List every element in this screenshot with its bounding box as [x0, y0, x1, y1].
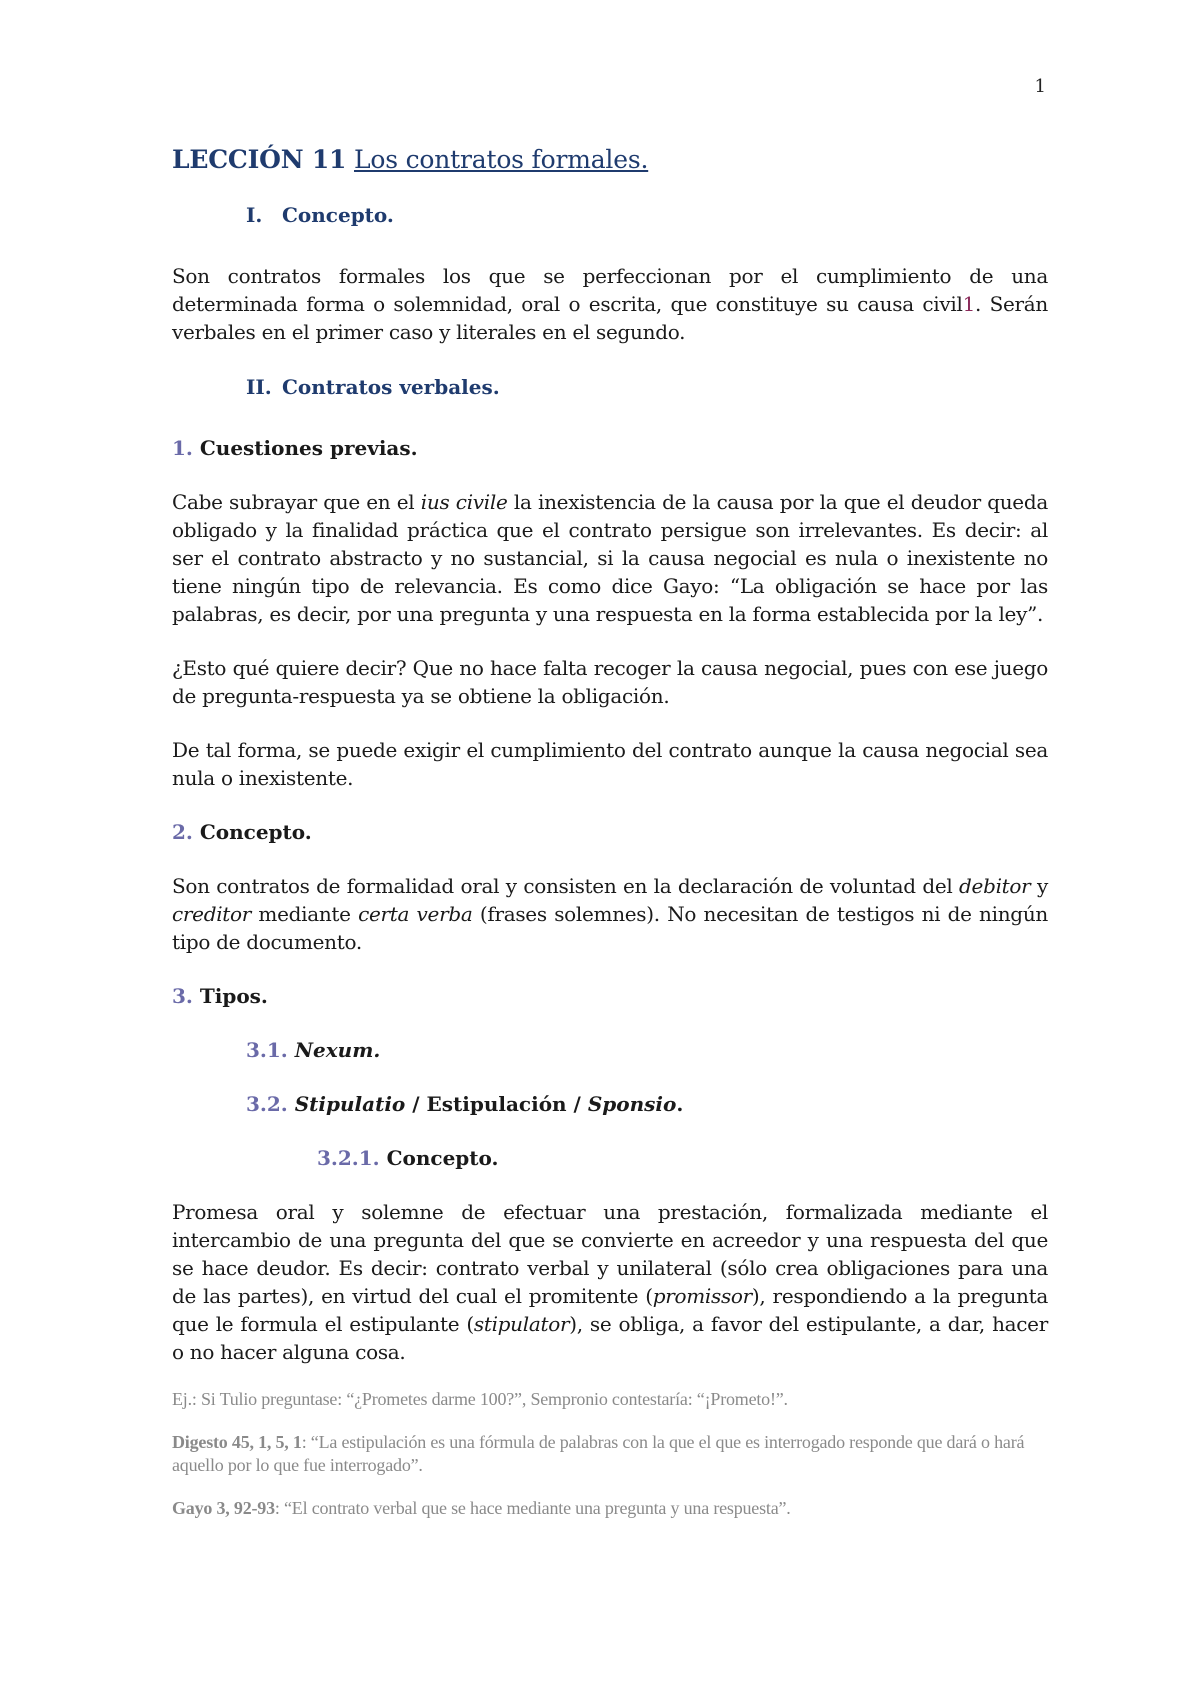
- lesson-topic: Los contratos formales.: [354, 145, 649, 174]
- text-run: la inexistencia de la causa por la que el deudor queda obligado y la finalidad práctica que el contrato persigue son irrelevantes. Es decir: al ser el contrato abstracto y no sustancial, si la causa negocial es nula o inexistente no tiene ningún tipo de relevancia. Es como dice Gayo: “La obligación se hace por las palabras, es decir, por una pregunta y una respuesta en la forma establecida por la ley”.: [172, 490, 1048, 626]
- heading-cuestiones-previas: [172, 434, 1048, 462]
- section-number: II.: [246, 375, 272, 399]
- text-run: Son contratos de formalidad oral y consisten en la declaración de voluntad del: [172, 874, 960, 898]
- italic-term: creditor: [172, 902, 252, 926]
- heading-tipos: [172, 982, 1048, 1010]
- quote-text: : “La estipulación es una fórmula de palabras con la que el que es interrogado responde que dará o hará aquello por lo que fue interrogado”.: [172, 1432, 1025, 1475]
- heading-number: 3.1.: [246, 1038, 288, 1062]
- footnote-ref[interactable]: 1: [962, 292, 975, 316]
- example-note: Ej.: Si Tulio preguntase: “¿Prometes darme 100?”, Sempronio contestaría: “¡Prometo!”.: [172, 1389, 788, 1409]
- text-run: mediante: [251, 902, 359, 926]
- text-run: y: [1030, 874, 1048, 898]
- heading-label: Concepto.: [386, 1146, 499, 1170]
- section-number: I.: [246, 203, 263, 227]
- text-run: Cabe subrayar que en el: [172, 490, 421, 514]
- page-number: 1: [1034, 76, 1046, 97]
- source-ref: Gayo 3, 92-93: [172, 1498, 275, 1518]
- italic-term: Stipulatio: [294, 1092, 406, 1116]
- text-run: ), se obliga, a favor del estipulante, a dar, hacer o no hacer alguna cosa.: [172, 1312, 1048, 1364]
- gayo-quote: [172, 1497, 1048, 1520]
- digesto-quote: [172, 1431, 1048, 1477]
- section-label: Contratos verbales.: [282, 375, 500, 399]
- lesson-number: LECCIÓN 11: [172, 145, 347, 174]
- quote-text: : “El contrato verbal que se hace mediante una pregunta y una respuesta”.: [274, 1498, 791, 1518]
- paragraph-question: ¿Esto qué quiere decir? Que no hace falta recoger la causa negocial, pues con ese juego de pregunta-respuesta ya se obtiene la obligación.: [172, 656, 1048, 708]
- paragraph-ius-civile: [172, 488, 1048, 628]
- text-run: . Serán verbales en el primer caso y literales en el segundo.: [172, 292, 1048, 344]
- text-run: Promesa oral y solemne de efectuar una prestación, formalizada mediante el intercambio de una pregunta del que se convierte en acreedor y una respuesta del que se hace deudor. Es decir: contrato verbal y unilateral (sólo crea obligaciones para una de las partes), en virtud del cual el promitente (: [172, 1200, 1048, 1308]
- text-run: Son contratos formales los que se perfeccionan por el cumplimiento de una determinada forma o solemnidad, oral o escrita, que constituye su causa civil: [172, 264, 1048, 316]
- text-run: / Estipulación /: [405, 1092, 588, 1116]
- italic-term: certa verba: [358, 902, 473, 926]
- heading-number: 3.2.1.: [317, 1146, 380, 1170]
- section-heading-contratos-verbales: [246, 372, 1048, 402]
- heading-label: Nexum.: [294, 1038, 381, 1062]
- heading-number: 1.: [172, 436, 193, 460]
- lesson-title: [172, 140, 1048, 180]
- heading-stipulatio: [246, 1090, 1048, 1118]
- source-ref: Digesto 45, 1, 5, 1: [172, 1432, 302, 1452]
- heading-number: 3.: [172, 984, 193, 1008]
- paragraph-oral-formality: [172, 872, 1048, 956]
- text-run: ), respondiendo a la pregunta que le formula el estipulante (: [172, 1284, 1048, 1336]
- paragraph-consequence: De tal forma, se puede exigir el cumplimiento del contrato aunque la causa negocial sea nula o inexistente.: [172, 738, 1048, 790]
- section-heading-concepto: [246, 200, 1048, 230]
- italic-term: stipulator: [473, 1312, 570, 1336]
- heading-stipulatio-concepto: [317, 1144, 1048, 1172]
- heading-label: Tipos.: [199, 984, 268, 1008]
- heading-concepto: [172, 818, 1048, 846]
- italic-term: ius civile: [420, 490, 508, 514]
- italic-term: Sponsio: [587, 1092, 677, 1116]
- text-run: .: [676, 1092, 684, 1116]
- paragraph-promesa: [172, 1198, 1048, 1366]
- text-run: (frases solemnes). No necesitan de testigos ni de ningún tipo de documento.: [172, 902, 1048, 954]
- heading-number: 3.2.: [246, 1092, 288, 1116]
- italic-term: promissor: [652, 1284, 752, 1308]
- page-content: [172, 140, 1048, 1540]
- heading-label: Concepto.: [199, 820, 312, 844]
- heading-number: 2.: [172, 820, 193, 844]
- paragraph-definition: [172, 262, 1048, 346]
- italic-term: debitor: [959, 874, 1031, 898]
- heading-label: Cuestiones previas.: [199, 436, 418, 460]
- section-label: Concepto.: [282, 203, 394, 227]
- heading-nexum: [246, 1036, 1048, 1064]
